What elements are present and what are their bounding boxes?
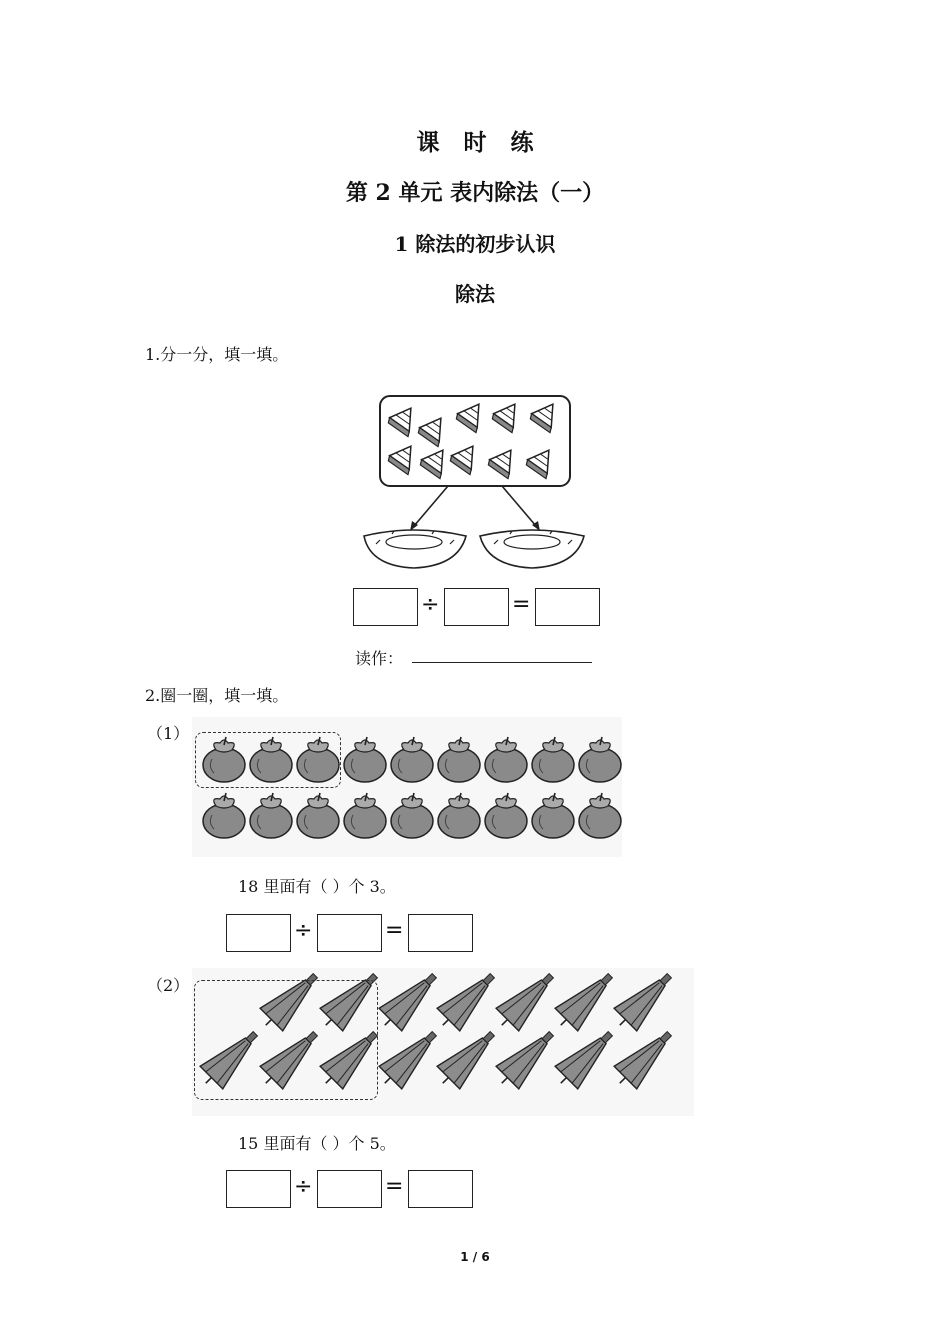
part-1-label: （1） bbox=[147, 724, 190, 743]
equals-sign: = bbox=[512, 592, 531, 617]
topic-title: 除法 bbox=[455, 282, 495, 306]
q2-1-dividend-box[interactable] bbox=[226, 914, 291, 952]
q2-2-dividend-box[interactable] bbox=[226, 1170, 291, 1208]
umbrella-icon bbox=[608, 968, 680, 1037]
divide-sign: ÷ bbox=[294, 1174, 313, 1199]
tomato-icon bbox=[344, 793, 386, 838]
q2-2-divisor-box[interactable] bbox=[317, 1170, 382, 1208]
page-title: 课时练 bbox=[416, 129, 558, 156]
tomato-icon bbox=[391, 793, 433, 838]
part-2-label: （2） bbox=[147, 976, 190, 995]
umbrella-icon bbox=[431, 968, 503, 1037]
q2-1-divisor-box[interactable] bbox=[317, 914, 382, 952]
umbrella-icon bbox=[549, 1022, 621, 1094]
equals-sign: = bbox=[385, 1174, 404, 1199]
tomato-icon bbox=[579, 737, 621, 782]
tomato-icon bbox=[344, 737, 386, 782]
tomato-icon bbox=[532, 737, 574, 782]
tomato-icon bbox=[297, 793, 339, 838]
q1-quotient-box[interactable] bbox=[535, 588, 600, 626]
umbrella-icon bbox=[490, 1022, 562, 1094]
equals-sign: = bbox=[385, 918, 404, 943]
part-1-question: 18 里面有（ ）个 3。 bbox=[238, 877, 396, 896]
umbrella-icon bbox=[549, 968, 621, 1037]
section-title: 1 除法的初步认识 bbox=[394, 232, 556, 256]
plate-right bbox=[480, 530, 584, 568]
tomato-icon bbox=[579, 793, 621, 838]
read-as-label: 读作： bbox=[355, 649, 404, 668]
read-as-answer-line[interactable] bbox=[412, 662, 592, 663]
tomato-icon bbox=[250, 793, 292, 838]
arrow-right bbox=[502, 486, 536, 526]
divide-sign: ÷ bbox=[421, 592, 440, 617]
tomato-icon bbox=[438, 737, 480, 782]
umbrella-icon bbox=[608, 1022, 680, 1094]
umbrella-icon bbox=[431, 1022, 503, 1094]
tomato-icon bbox=[485, 793, 527, 838]
tomato-icon bbox=[391, 737, 433, 782]
plate-left bbox=[364, 530, 466, 568]
part-2-question: 15 里面有（ ）个 5。 bbox=[238, 1134, 396, 1153]
umbrella-icon bbox=[373, 968, 445, 1037]
tomato-icon bbox=[485, 737, 527, 782]
q1-divisor-box[interactable] bbox=[444, 588, 509, 626]
divide-sign: ÷ bbox=[294, 918, 313, 943]
umbrella-icon bbox=[490, 968, 562, 1037]
question-1-prompt: 1.分一分，填一填。 bbox=[145, 345, 289, 364]
unit-title: 第 2 单元 表内除法（一） bbox=[345, 180, 605, 206]
umbrella-icon bbox=[373, 1022, 445, 1094]
arrow-left bbox=[414, 486, 448, 526]
question-2-prompt: 2.圈一圈，填一填。 bbox=[145, 686, 289, 705]
page-number: 1 / 6 bbox=[460, 1250, 490, 1264]
q2-1-quotient-box[interactable] bbox=[408, 914, 473, 952]
circled-group-umbrellas[interactable] bbox=[194, 980, 378, 1100]
tomato-icon bbox=[532, 793, 574, 838]
cake-plates-illustration bbox=[362, 376, 588, 572]
circled-group-tomatoes[interactable] bbox=[195, 732, 341, 788]
tomato-icon bbox=[203, 793, 245, 838]
tomato-icon bbox=[438, 793, 480, 838]
q1-dividend-box[interactable] bbox=[353, 588, 418, 626]
q2-2-quotient-box[interactable] bbox=[408, 1170, 473, 1208]
question-1-figure bbox=[362, 376, 588, 572]
